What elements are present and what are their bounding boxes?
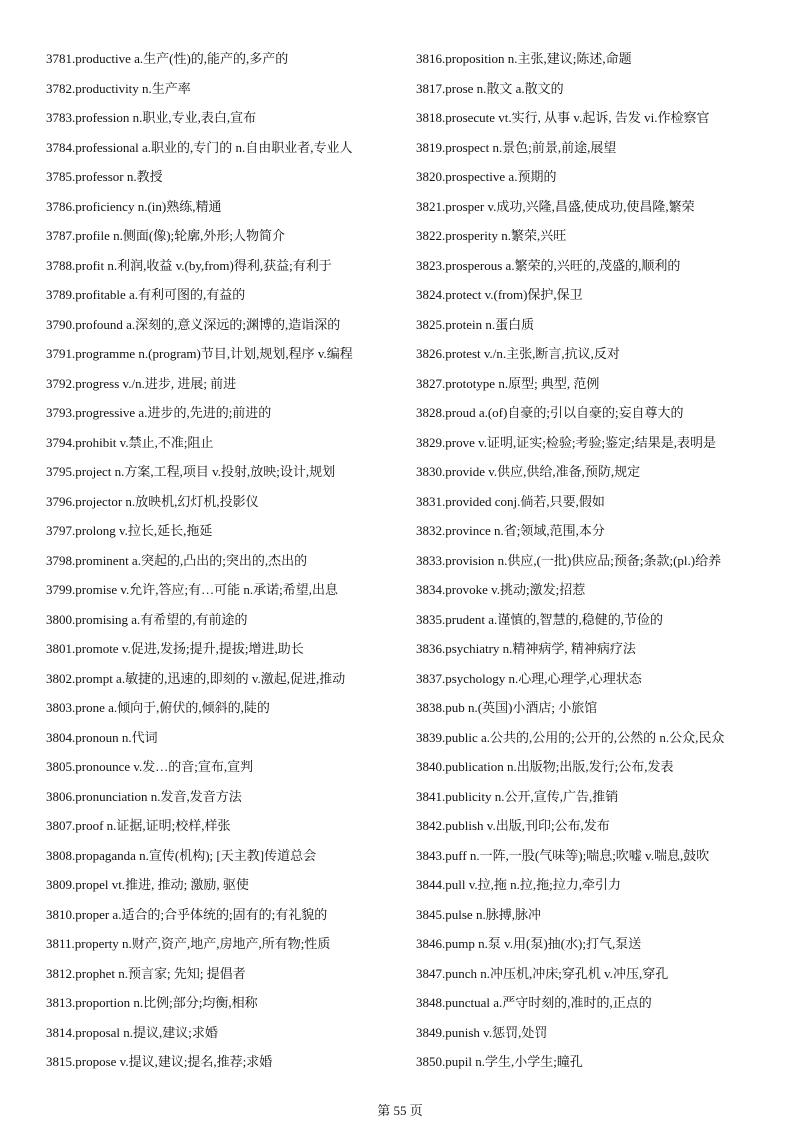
vocab-entry: 3835.prudent a.谨慎的,智慧的,稳健的,节俭的 (416, 611, 663, 627)
vocab-entry: 3786.proficiency n.(in)熟练,精通 (46, 198, 222, 214)
vocab-entry: 3794.prohibit v.禁止,不准;阻止 (46, 434, 214, 450)
vocab-entry: 3820.prospective a.预期的 (416, 169, 557, 184)
vocab-entry: 3796.projector n.放映机,幻灯机,投影仪 (46, 493, 259, 509)
vocab-entry: 3802.prompt a.敏捷的,迅速的,即刻的 v.激起,促进,推动 (46, 670, 346, 686)
vocab-entry: 3818.prosecute vt.实行, 从事 v.起诉, 告发 vi.作检察官 (416, 110, 710, 125)
vocab-entry: 3812.prophet n.预言家; 先知; 提倡者 (46, 965, 246, 981)
vocab-entry: 3841.publicity n.公开,宣传,广告,推销 (416, 788, 619, 804)
vocab-entry: 3811.property n.财产,资产,地产,房地产,所有物;性质 (46, 936, 331, 951)
vocab-entry: 3819.prospect n.景色;前景,前途,展望 (416, 139, 617, 155)
vocab-entry: 3839.public a.公共的,公用的;公开的,公然的 n.公众,民众 (416, 729, 725, 745)
vocab-entry: 3848.punctual a.严守时刻的,准时的,正点的 (416, 995, 652, 1010)
vocab-entry: 3806.pronunciation n.发音,发音方法 (46, 788, 242, 804)
vocab-entry: 3817.prose n.散文 a.散文的 (416, 80, 564, 96)
vocab-entry: 3810.proper a.适合的;合乎体统的;固有的;有礼貌的 (46, 906, 328, 922)
vocab-entry: 3844.pull v.拉,拖 n.拉,拖;拉力,牵引力 (416, 877, 621, 892)
vocab-entry: 3822.prosperity n.繁荣,兴旺 (416, 228, 567, 243)
vocab-entry: 3790.profound a.深刻的,意义深远的;渊博的,造诣深的 (46, 316, 341, 332)
vocab-entry: 3850.pupil n.学生,小学生;瞳孔 (416, 1054, 583, 1069)
vocab-entry: 3784.professional a.职业的,专门的 n.自由职业者,专业人 (46, 139, 353, 155)
vocab-entry: 3803.prone a.倾向于,俯伏的,倾斜的,陡的 (46, 700, 270, 715)
vocab-entry: 3801.promote v.促进,发扬;提升,提拔;增进,助长 (46, 641, 304, 656)
vocab-entry: 3815.propose v.提议,建议;提名,推荐;求婚 (46, 1054, 273, 1069)
vocab-entry: 3821.prosper v.成功,兴隆,昌盛,使成功,使昌隆,繁荣 (416, 198, 695, 214)
vocab-entry: 3825.protein n.蛋白质 (416, 316, 535, 332)
vocab-entry: 3791.programme n.(program)节目,计划,规划,程序 v.编程 (46, 346, 353, 361)
vocab-entry: 3842.publish v.出版,刊印;公布,发布 (416, 818, 610, 833)
vocab-entry: 3788.profit n.利润,收益 v.(by,from)得利,获益;有利于 (46, 257, 332, 273)
vocab-entry: 3797.prolong v.拉长,延长,拖延 (46, 523, 213, 538)
vocab-entry: 3798.prominent a.突起的,凸出的;突出的,杰出的 (46, 552, 308, 568)
vocab-entry: 3829.prove v.证明,证实;检验;考验;鉴定;结果是,表明是 (416, 434, 716, 450)
vocab-entry: 3795.project n.方案,工程,项目 v.投射,放映;设计,规划 (46, 464, 336, 479)
vocab-entry: 3830.provide v.供应,供给,准备,预防,规定 (416, 464, 641, 479)
vocab-entry: 3783.profession n.职业,专业,表白,宣布 (46, 110, 257, 125)
vocab-entry: 3843.puff n.一阵,一股(气味等);喘息;吹嘘 v.喘息,鼓吹 (416, 847, 710, 863)
vocab-entry: 3828.proud a.(of)自豪的;引以自豪的;妄自尊大的 (416, 405, 684, 420)
vocab-entry: 3789.profitable a.有利可图的,有益的 (46, 287, 246, 302)
vocab-entry: 3823.prosperous a.繁荣的,兴旺的,茂盛的,顺利的 (416, 257, 681, 273)
vocab-entry: 3808.propaganda n.宣传(机构); [天主教]传道总会 (46, 847, 317, 863)
vocab-entry: 3845.pulse n.脉搏,脉冲 (416, 906, 541, 922)
vocab-entry: 3792.progress v./n.进步, 进展; 前进 (46, 375, 237, 391)
vocab-entry: 3846.pump n.泵 v.用(泵)抽(水);打气,泵送 (416, 936, 642, 951)
vocab-entry: 3814.proposal n.提议,建议;求婚 (46, 1024, 218, 1040)
vocab-entry: 3799.promise v.允许,答应;有…可能 n.承诺;希望,出息 (46, 582, 339, 597)
vocab-entry: 3813.proportion n.比例;部分;均衡,相称 (46, 995, 258, 1010)
vocab-entry: 3836.psychiatry n.精神病学, 精神病疗法 (416, 641, 636, 656)
vocab-entry: 3824.protect v.(from)保护,保卫 (416, 287, 583, 302)
left-column (46, 44, 416, 1077)
page-number: 第 55 页 (377, 1103, 423, 1118)
vocab-entry: 3804.pronoun n.代词 (46, 729, 158, 745)
right-column (416, 44, 786, 1077)
vocab-entry: 3809.propel vt.推进, 推动; 激励, 驱使 (46, 877, 249, 892)
vocab-entry: 3827.prototype n.原型; 典型, 范例 (416, 375, 600, 391)
vocab-entry: 3840.publication n.出版物;出版,发行;公布,发表 (416, 759, 674, 774)
vocab-entry: 3785.professor n.教授 (46, 169, 163, 184)
vocab-entry: 3826.protest v./n.主张,断言,抗议,反对 (416, 346, 620, 361)
vocab-entry: 3837.psychology n.心理,心理学,心理状态 (416, 670, 642, 686)
vocab-entry: 3782.productivity n.生产率 (46, 80, 191, 96)
vocab-entry: 3833.provision n.供应,(一批)供应品;预备;条款;(pl.)给养 (416, 552, 722, 568)
vocab-entry: 3834.provoke v.挑动;激发;招惹 (416, 582, 586, 597)
vocab-entry: 3781.productive a.生产(性)的,能产的,多产的 (46, 51, 289, 66)
vocab-entry: 3800.promising a.有希望的,有前途的 (46, 611, 248, 627)
vocab-entry: 3847.punch n.冲压机,冲床;穿孔机 v.冲压,穿孔 (416, 965, 669, 981)
vocab-entry: 3838.pub n.(英国)小酒店; 小旅馆 (416, 700, 598, 715)
vocab-entry: 3832.province n.省;领域,范围,本分 (416, 523, 605, 538)
vocab-entry: 3816.proposition n.主张,建议;陈述,命题 (416, 51, 632, 66)
vocab-entry: 3807.proof n.证据,证明;校样,样张 (46, 818, 231, 833)
vocab-entry: 3787.profile n.侧面(像);轮廓,外形;人物简介 (46, 228, 286, 243)
vocab-entry: 3831.provided conj.倘若,只要,假如 (416, 493, 605, 509)
vocab-entry: 3793.progressive a.进步的,先进的;前进的 (46, 405, 272, 420)
vocab-entry: 3849.punish v.惩罚,处罚 (416, 1024, 548, 1040)
vocab-entry: 3805.pronounce v.发…的音;宣布,宣判 (46, 759, 254, 774)
